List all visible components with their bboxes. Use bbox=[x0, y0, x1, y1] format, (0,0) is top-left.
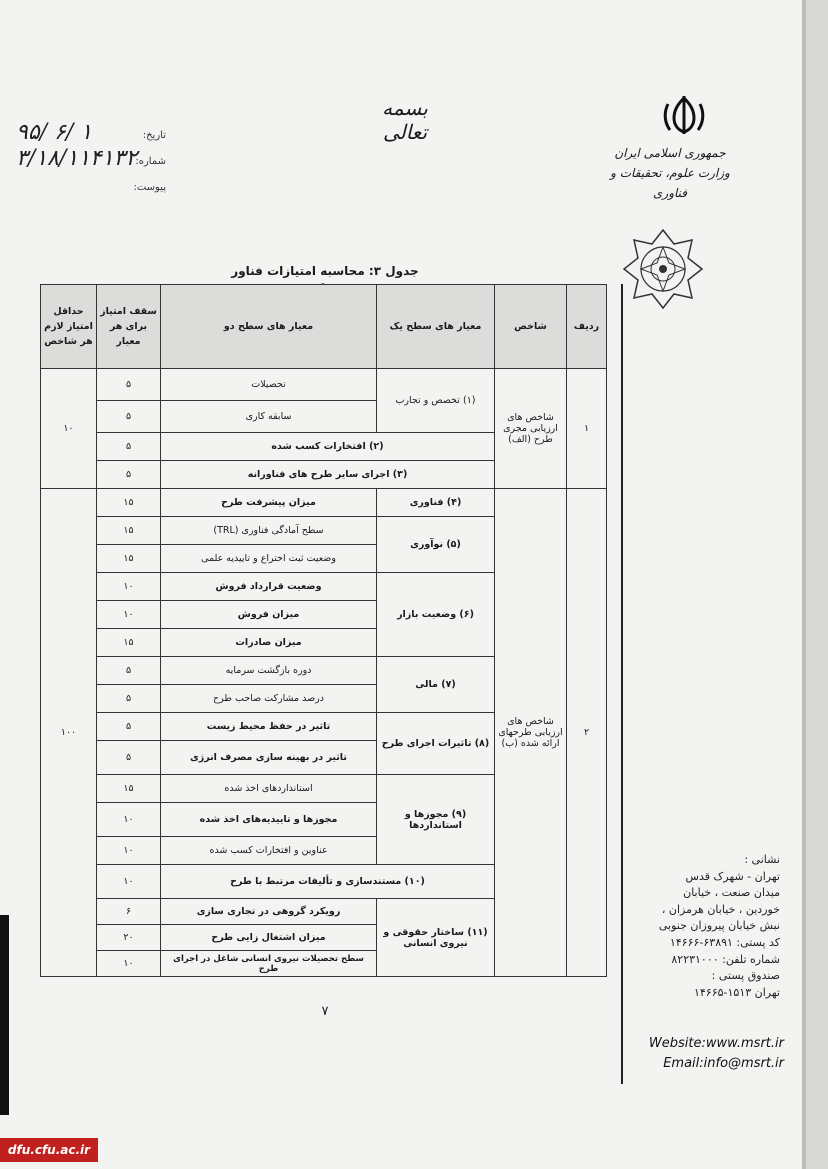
website-link[interactable]: Website:www.msrt.ir bbox=[648, 1036, 784, 1051]
attachment-row bbox=[6, 174, 166, 200]
cap-cell: ۵ bbox=[97, 461, 161, 489]
po-box: تهران ۱۵۱۳-۱۴۶۶۵ bbox=[693, 985, 780, 999]
vertical-rule bbox=[621, 284, 623, 1084]
cap-cell: ۵ bbox=[97, 657, 161, 685]
cap-cell: ۵ bbox=[97, 713, 161, 741]
address-line: خوردین ، خیابان هرمزان ، bbox=[661, 902, 780, 916]
level1-cell: (۶) وضعیت بازار bbox=[377, 573, 495, 657]
level2-cell: مجوزها و تاییدیه‌های اخذ شده bbox=[161, 803, 377, 837]
level1-cell: (۱۱) ساختار حقوقی و نیروی انسانی bbox=[377, 899, 495, 977]
level2-cell: تاثیر در حفظ محیط زیست bbox=[161, 713, 377, 741]
iran-emblem-icon bbox=[662, 94, 706, 136]
contact-block bbox=[620, 1034, 784, 1074]
header-cap: سقف امتیاز برای هر معیار bbox=[97, 285, 161, 369]
level2-cell: میزان صادرات bbox=[161, 629, 377, 657]
cap-cell: ۵ bbox=[97, 401, 161, 433]
postal-code: کد پستی: ۶۳۸۹۱-۱۴۶۶۶ bbox=[669, 935, 780, 949]
scoring-table bbox=[40, 284, 607, 977]
level2-cell: سطح آمادگی فناوری (TRL) bbox=[161, 517, 377, 545]
index-cell: شاخص های ارزیابی مجری طرح (الف) bbox=[495, 369, 567, 489]
cap-cell: ۲۰ bbox=[97, 925, 161, 951]
page-edge bbox=[806, 0, 828, 1169]
table-row bbox=[41, 489, 607, 517]
number-label: شماره: bbox=[135, 156, 166, 167]
level2-cell: میزان فروش bbox=[161, 601, 377, 629]
cap-cell: ۵ bbox=[97, 741, 161, 775]
level2-cell: عناوین و افتخارات کسب شده bbox=[161, 837, 377, 865]
level2-cell: درصد مشارکت صاحب طرح bbox=[161, 685, 377, 713]
address-line: میدان صنعت ، خیابان bbox=[683, 886, 780, 900]
level1-cell: (۷) مالی bbox=[377, 657, 495, 713]
level2-cell: استانداردهای اخذ شده bbox=[161, 775, 377, 803]
cap-cell: ۱۵ bbox=[97, 545, 161, 573]
table-row bbox=[41, 369, 607, 401]
header-min: حداقل امتیاز لازم هر شاخص bbox=[41, 285, 97, 369]
cap-cell: ۱۰ bbox=[97, 951, 161, 977]
scan-edge-strip bbox=[0, 915, 9, 1115]
table-header-row bbox=[41, 285, 607, 369]
date-value: ۹۵/ ۶/ ۱ bbox=[16, 120, 93, 145]
min-cell: ۱۰۰ bbox=[41, 489, 97, 977]
ministry-line-2: وزارت علوم، تحقیقات و فناوری bbox=[610, 166, 730, 200]
cap-cell: ۱۵ bbox=[97, 775, 161, 803]
min-cell: ۱۰ bbox=[41, 369, 97, 489]
cap-cell: ۱۰ bbox=[97, 837, 161, 865]
cap-cell: ۱۵ bbox=[97, 629, 161, 657]
level1-cell: (۱) تخصص و تجارب bbox=[377, 369, 495, 433]
level1-merged-cell: (۲) افتخارات کسب شده bbox=[161, 433, 495, 461]
cap-cell: ۶ bbox=[97, 899, 161, 925]
header-index: شاخص bbox=[495, 285, 567, 369]
date-row bbox=[6, 122, 166, 148]
header-level1: معیار های سطح یک bbox=[377, 285, 495, 369]
table-title: جدول ۳: محاسبه امتیازات فناور bbox=[231, 264, 419, 278]
level1-cell: (۴) فناوری bbox=[377, 489, 495, 517]
watermark: dfu.cfu.ac.ir bbox=[0, 1138, 98, 1162]
number-value: ۳/۱۸/۱۱۴۱۳۲ bbox=[16, 146, 138, 171]
row-number-cell: ۲ bbox=[567, 489, 607, 977]
address-label: نشانی : bbox=[744, 853, 780, 866]
level2-cell: میزان اشتغال زایی طرح bbox=[161, 925, 377, 951]
ministry-line-1: جمهوری اسلامی ایران bbox=[614, 146, 726, 160]
cap-cell: ۱۵ bbox=[97, 489, 161, 517]
level2-cell: تحصیلات bbox=[161, 369, 377, 401]
page-number: ۷ bbox=[321, 1004, 329, 1019]
level2-cell: وضعیت ثبت اختراع و تاییدیه علمی bbox=[161, 545, 377, 573]
cap-cell: ۵ bbox=[97, 369, 161, 401]
level1-cell: (۵) نوآوری bbox=[377, 517, 495, 573]
level1-cell: (۸) تاثیرات اجرای طرح bbox=[377, 713, 495, 775]
phone-number: شماره تلفن: ۸۲۲۳۱۰۰۰ bbox=[671, 952, 780, 966]
header-level2: معیار های سطح دو bbox=[161, 285, 377, 369]
row-number-cell: ۱ bbox=[567, 369, 607, 489]
index-cell: شاخص های ارزیابی طرحهای ارائه شده (ب) bbox=[495, 489, 567, 977]
address-line: نبش خیابان پیروزان جنوبی bbox=[658, 919, 780, 933]
level2-cell: رویکرد گروهی در تجاری سازی bbox=[161, 899, 377, 925]
ornament-icon bbox=[622, 228, 704, 310]
cap-cell: ۱۵ bbox=[97, 517, 161, 545]
level1-merged-cell: (۳) اجرای سایر طرح های فناورانه bbox=[161, 461, 495, 489]
level2-cell: دوره بازگشت سرمایه bbox=[161, 657, 377, 685]
ministry-name bbox=[600, 143, 740, 203]
attachment-label: پیوست: bbox=[133, 182, 166, 193]
cap-cell: ۵ bbox=[97, 685, 161, 713]
address-block bbox=[632, 852, 780, 1001]
basmala-heading: بسمه تعالی bbox=[382, 96, 428, 144]
level2-cell: میزان پیشرفت طرح bbox=[161, 489, 377, 517]
cap-cell: ۱۰ bbox=[97, 601, 161, 629]
level2-cell: سابقه کاری bbox=[161, 401, 377, 433]
cap-cell: ۱۰ bbox=[97, 865, 161, 899]
level2-cell: تاثیر در بهینه سازی مصرف انرژی bbox=[161, 741, 377, 775]
cap-cell: ۱۰ bbox=[97, 803, 161, 837]
number-row bbox=[6, 148, 166, 174]
cap-cell: ۱۰ bbox=[97, 573, 161, 601]
level1-merged-cell: (۱۰) مستندسازی و تألیفات مرتبط با طرح bbox=[161, 865, 495, 899]
header-row-number: ردیف bbox=[567, 285, 607, 369]
level1-cell: (۹) مجوزها و استانداردها bbox=[377, 775, 495, 865]
level2-cell: وضعیت قرارداد فروش bbox=[161, 573, 377, 601]
email-link[interactable]: Email:info@msrt.ir bbox=[663, 1056, 784, 1071]
date-label: تاریخ: bbox=[142, 130, 166, 141]
level2-cell: سطح تحصیلات نیروی انسانی شاغل در اجرای طرح bbox=[161, 951, 377, 977]
cap-cell: ۵ bbox=[97, 433, 161, 461]
address-line: تهران - شهرک قدس bbox=[685, 869, 780, 883]
po-box-label: صندوق پستی : bbox=[711, 969, 780, 983]
letter-meta bbox=[6, 122, 166, 200]
